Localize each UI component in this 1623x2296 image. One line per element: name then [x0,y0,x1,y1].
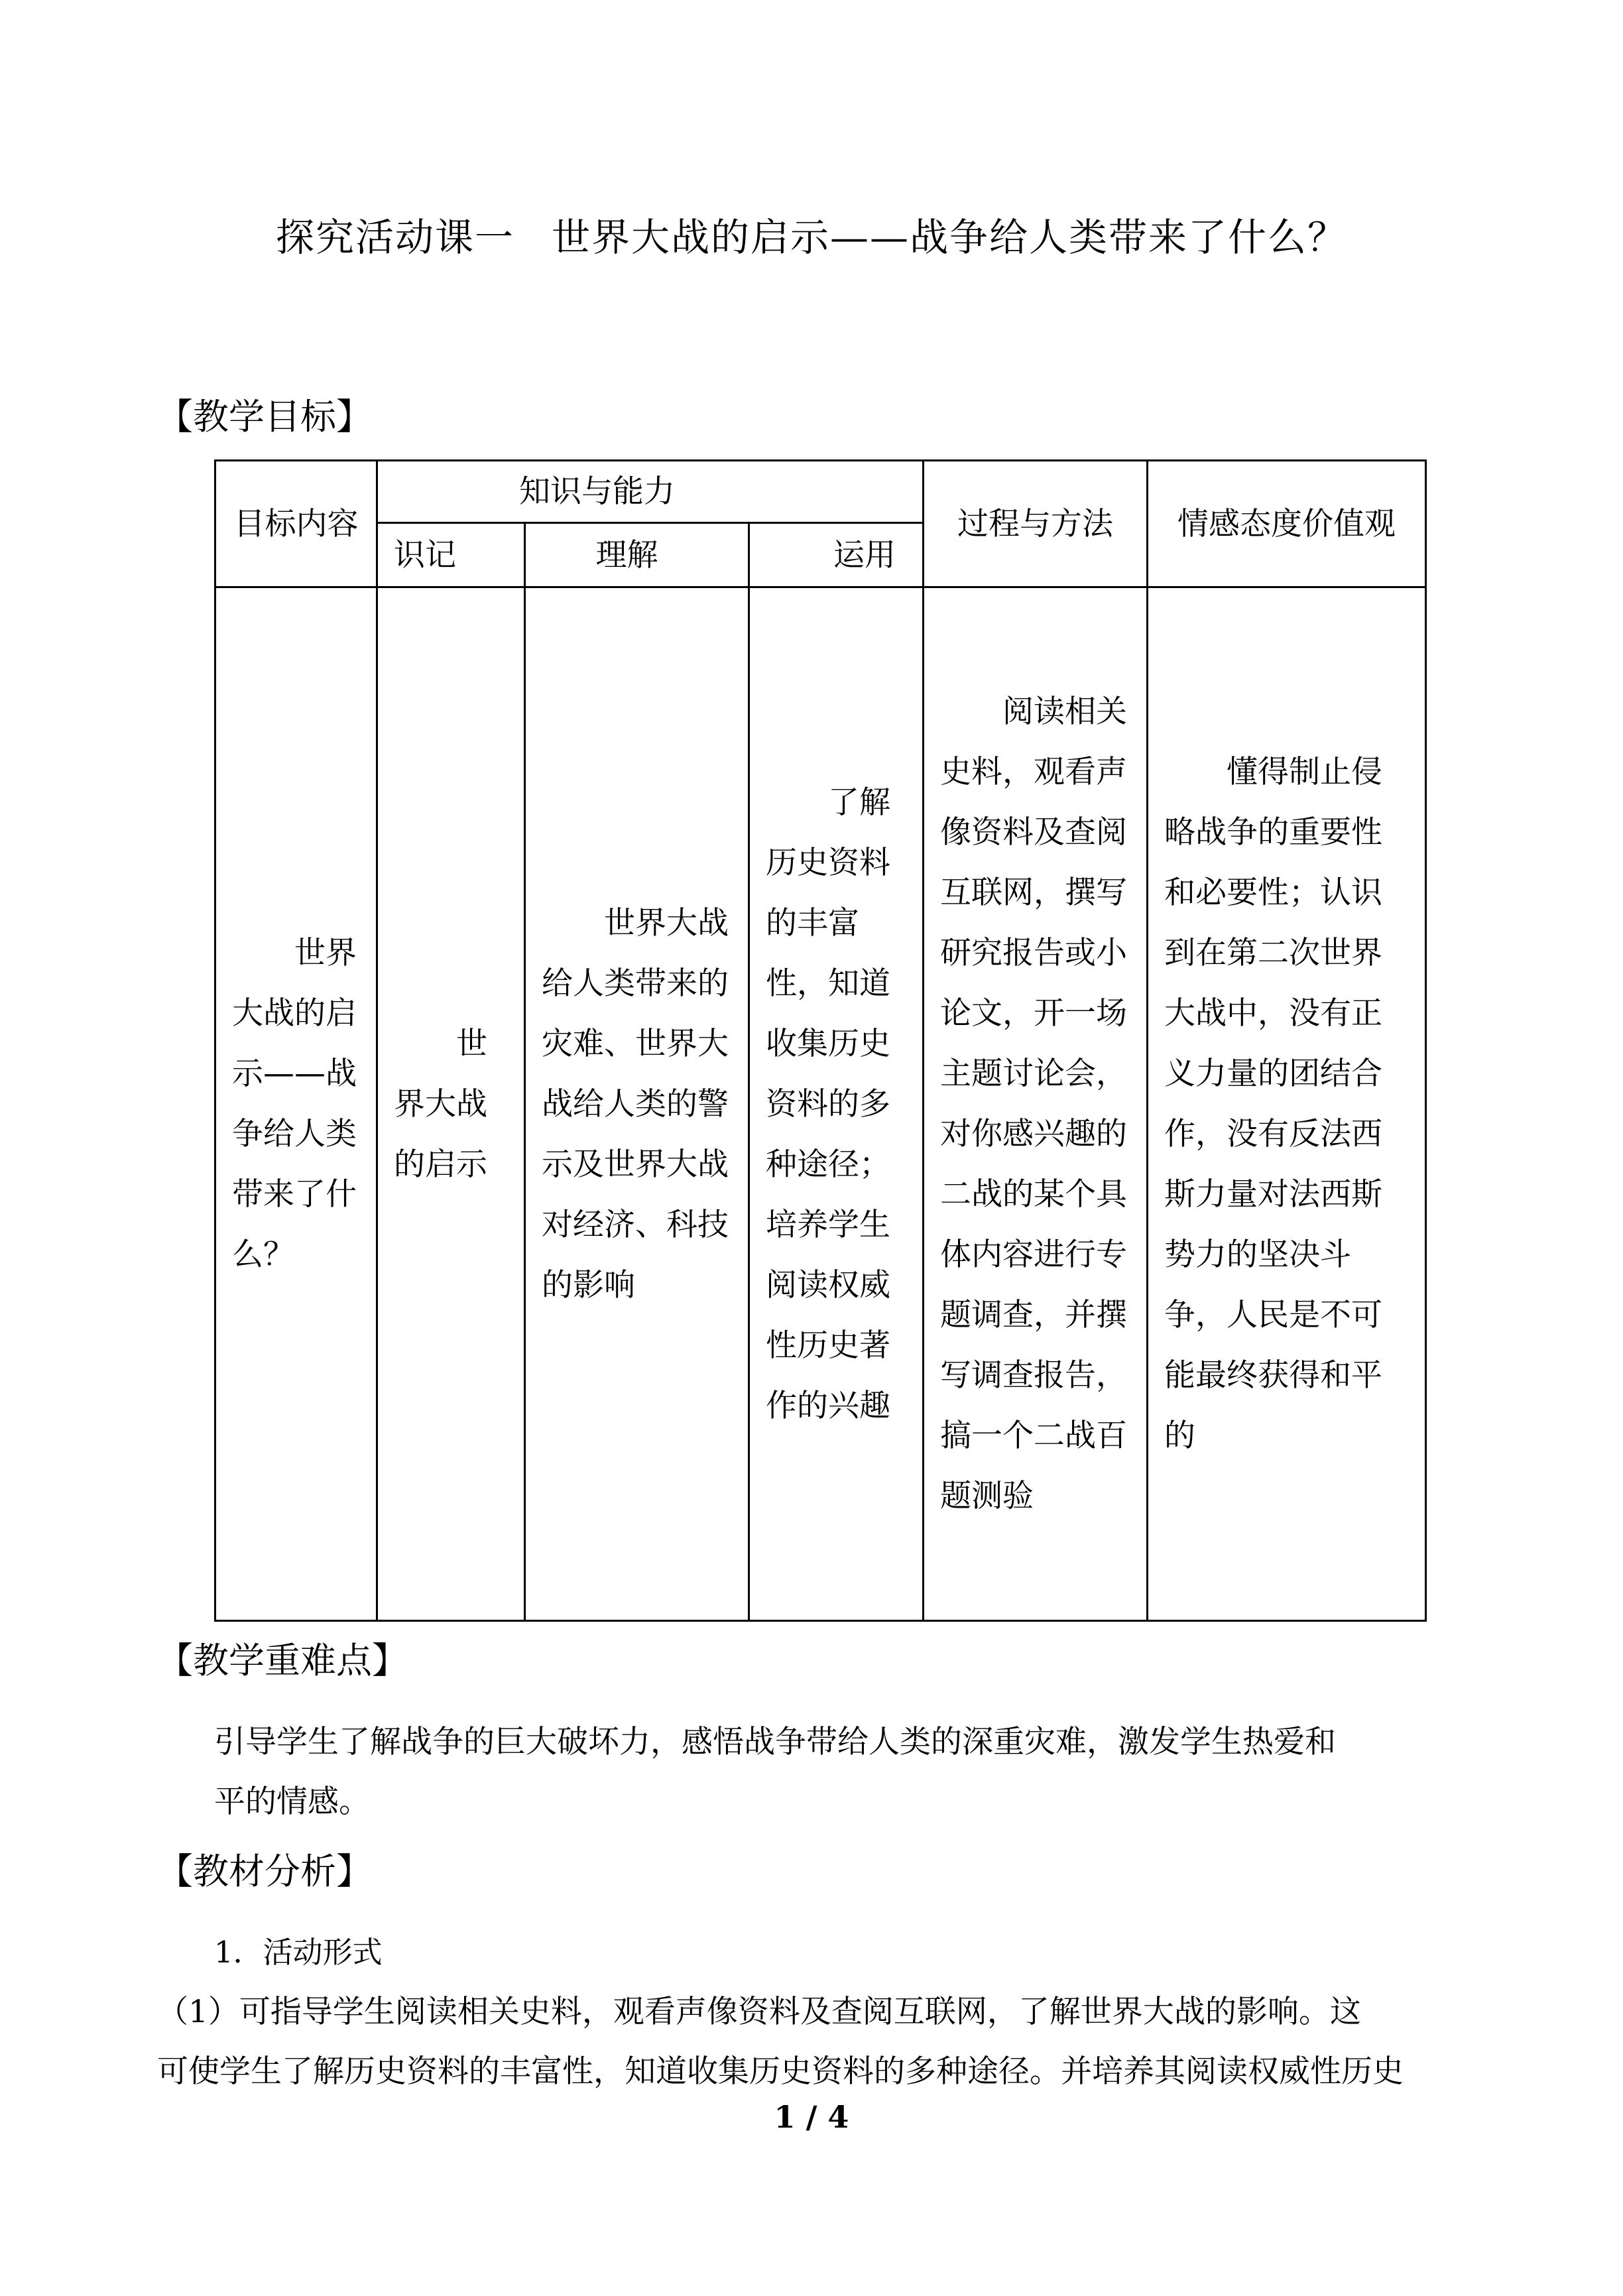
analysis-paragraph-line: （1）可指导学生阅读相关史料，观看声像资料及查阅互联网，了解世界大战的影响。这 [157,1994,1361,2030]
page-number: 1 / 4 [774,2099,849,2135]
header-recall: 识记 [377,523,525,587]
header-knowledge: 知识与能力 [377,461,924,523]
cell-target: 世界大战的启示——战争给人类带来了什么？ [215,587,377,1621]
cell-process: 阅读相关史料，观看声像资料及查阅互联网，撰写研究报告或小论文，开一场主题讨论会，对你感兴趣的二战的某个具体内容进行专题调查，并撰写调查报告，搞一个二战百题测验 [924,587,1148,1621]
cell-recall: 世界大战的启示 [377,587,525,1621]
cell-apply: 了解历史资料的丰富性，知道收集历史资料的多种途径；培养学生阅读权威性历史著作的兴趣 [749,587,924,1621]
header-emotion: 情感态度价值观 [1148,461,1426,587]
header-target: 目标内容 [215,461,377,587]
page-title [0,211,1623,264]
section-heading-goals: 【教学目标】 [157,396,372,438]
cell-emotion: 懂得制止侵略战争的重要性和必要性；认识到在第二次世界大战中，没有正义力量的团结合作，没有反法西斯力量对法西斯势力的坚决斗争，人民是不可能最终获得和平的 [1148,587,1426,1621]
header-process: 过程与方法 [924,461,1148,587]
section-heading-keypoints: 【教学重难点】 [157,1640,408,1681]
header-understand: 理解 [525,523,749,587]
keypoints-text-line: 引导学生了解战争的巨大破坏力，感悟战争带给人类的深重灾难，激发学生热爱和 [214,1724,1336,1760]
keypoints-text-line: 平的情感。 [214,1783,370,1820]
section-heading-analysis: 【教材分析】 [157,1850,372,1892]
teaching-goals-table [214,459,1427,1622]
title-part-2: 世界大战的启示——战争给人类带来了什么？ [552,215,1348,260]
analysis-paragraph-line: 可使学生了解历史资料的丰富性，知道收集历史资料的多种途径。并培养其阅读权威性历史 [157,2053,1404,2090]
header-apply: 运用 [749,523,924,587]
analysis-item-heading: 1．活动形式 [214,1935,383,1970]
cell-understand: 世界大战给人类带来的灾难、世界大战给人类的警示及世界大战对经济、科技的影响 [525,587,749,1621]
title-part-1: 探究活动课一 [275,215,514,260]
